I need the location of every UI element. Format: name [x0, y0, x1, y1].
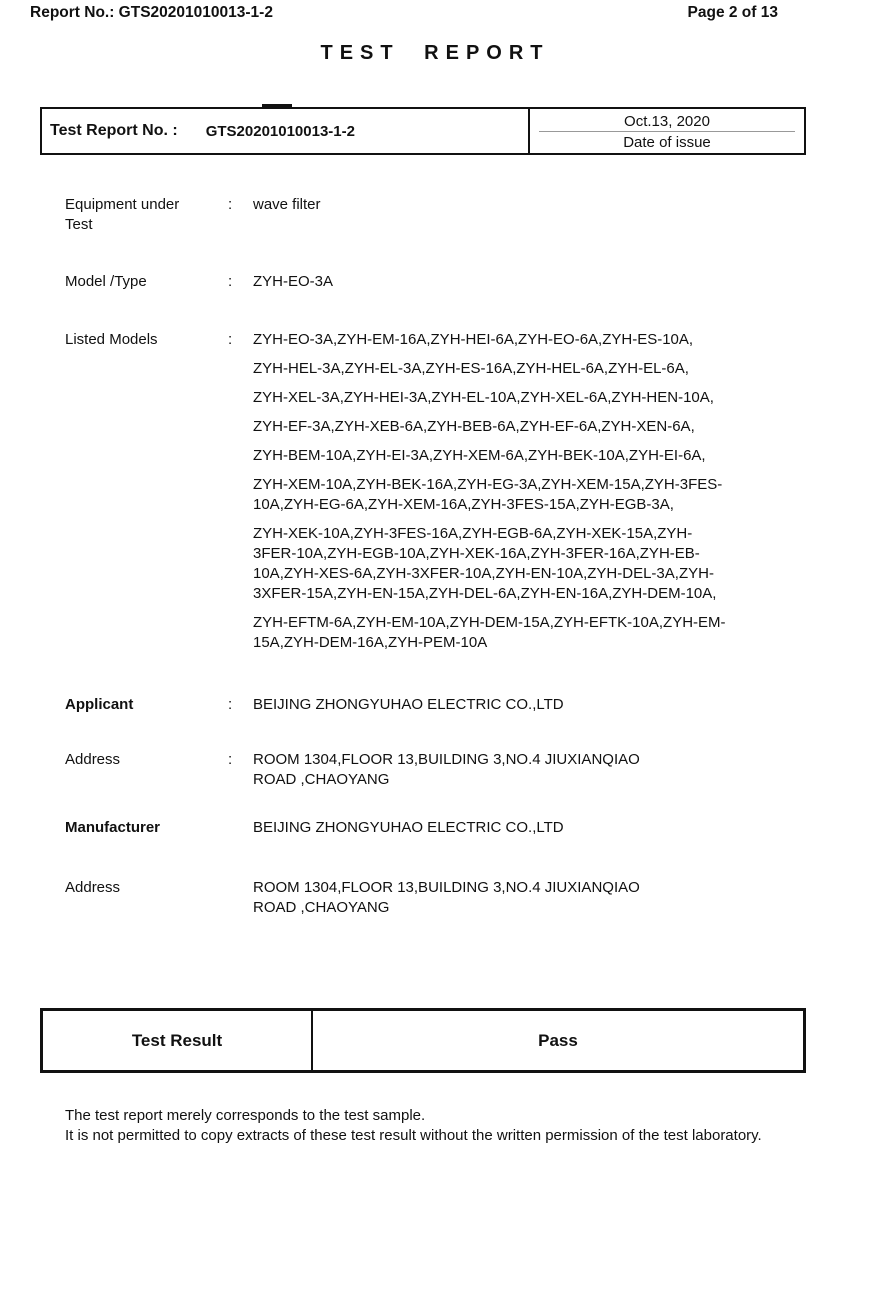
field-manufacturer — [65, 818, 832, 838]
model-line: 3FER-10A,ZYH-EGB-10A,ZYH-XEK-16A,ZYH-3FER-16A,ZYH-EB- — [253, 545, 700, 562]
field-colon: : — [228, 696, 233, 713]
footer-note — [65, 1106, 830, 1146]
field-applicant — [65, 695, 832, 715]
model-line: ZYH-XEK-10A,ZYH-3FES-16A,ZYH-EGB-6A,ZYH-XEK-15A,ZYH- — [253, 525, 693, 542]
address-line: ROOM 1304,FLOOR 13,BUILDING 3,NO.4 JIUXIANQIAO — [253, 751, 640, 768]
address-line: ROAD ,CHAOYANG — [253, 899, 390, 916]
report-number-label: Test Report No. : — [50, 122, 178, 139]
field-colon: : — [228, 273, 233, 290]
listed-models-list — [253, 330, 832, 653]
address-value — [253, 878, 832, 918]
field-manufacturer-address — [65, 878, 832, 918]
model-line: ZYH-XEL-3A,ZYH-HEI-3A,ZYH-EL-10A,ZYH-XEL-6A,ZYH-HEN-10A, — [253, 389, 714, 406]
report-number-table — [40, 107, 806, 155]
field-applicant-address — [65, 750, 832, 790]
field-colon — [228, 878, 253, 918]
field-value: BEIJING ZHONGYUHAO ELECTRIC CO.,LTD — [253, 819, 564, 836]
field-listed-models — [65, 330, 832, 653]
model-line: 10A,ZYH-EG-6A,ZYH-XEM-16A,ZYH-3FES-15A,ZYH-EGB-3A, — [253, 496, 674, 513]
model-line: 10A,ZYH-XES-6A,ZYH-3XFER-10A,ZYH-EN-10A,ZYH-DEL-3A,ZYH- — [253, 565, 714, 582]
address-line: ROOM 1304,FLOOR 13,BUILDING 3,NO.4 JIUXIANQIAO — [253, 879, 640, 896]
model-line: 3XFER-15A,ZYH-EN-15A,ZYH-DEL-6A,ZYH-EN-16A,ZYH-DEM-10A, — [253, 585, 717, 602]
model-line: ZYH-HEL-3A,ZYH-EL-3A,ZYH-ES-16A,ZYH-HEL-6A,ZYH-EL-6A, — [253, 360, 689, 377]
page-number: Page 2 of 13 — [687, 4, 778, 21]
field-colon: : — [228, 751, 233, 768]
model-line: 15A,ZYH-DEM-16A,ZYH-PEM-10A — [253, 634, 488, 651]
footer-line-1: The test report merely corresponds to the test sample. — [65, 1107, 426, 1124]
model-line: ZYH-EFTM-6A,ZYH-EM-10A,ZYH-DEM-15A,ZYH-EFTK-10A,ZYH-EM- — [253, 614, 726, 631]
field-label: Applicant — [65, 696, 134, 713]
field-value: ZYH-EO-3A — [253, 273, 334, 290]
report-number-value: GTS20201010013-1-2 — [205, 122, 355, 140]
field-model-type — [65, 272, 832, 292]
model-line: ZYH-EO-3A,ZYH-EM-16A,ZYH-HEI-6A,ZYH-EO-6A,ZYH-ES-10A, — [253, 331, 694, 348]
field-value: wave filter — [253, 196, 321, 213]
address-line: ROAD ,CHAOYANG — [253, 771, 390, 788]
issue-date-value: Oct.13, 2020 — [624, 112, 710, 130]
date-of-issue-cell — [530, 109, 804, 153]
field-colon: : — [228, 196, 233, 213]
field-label: Equipment under Test — [65, 196, 180, 233]
test-result-table — [40, 1008, 806, 1073]
field-label: Manufacturer — [65, 819, 161, 836]
report-number-cell — [42, 109, 530, 153]
field-label: Listed Models — [65, 331, 158, 348]
test-result-value: Pass — [538, 1030, 578, 1050]
field-colon: : — [228, 331, 233, 348]
page-title: TEST REPORT — [320, 42, 550, 64]
field-label: Model /Type — [65, 273, 147, 290]
field-label: Address — [65, 751, 121, 768]
address-value — [253, 750, 832, 790]
field-label: Address — [65, 879, 121, 896]
field-colon — [228, 818, 253, 838]
model-line: ZYH-EF-3A,ZYH-XEB-6A,ZYH-BEB-6A,ZYH-EF-6A,ZYH-XEN-6A, — [253, 418, 695, 435]
test-result-label: Test Result — [43, 1011, 313, 1070]
report-number-header: Report No.: GTS20201010013-1-2 — [30, 4, 273, 21]
footer-line-2: It is not permitted to copy extracts of these test result without the written permission of the test laboratory. — [65, 1127, 762, 1144]
model-line: ZYH-BEM-10A,ZYH-EI-3A,ZYH-XEM-6A,ZYH-BEK-10A,ZYH-EI-6A, — [253, 447, 706, 464]
field-equipment-under-test — [65, 195, 832, 235]
field-value: BEIJING ZHONGYUHAO ELECTRIC CO.,LTD — [253, 696, 564, 713]
running-header — [30, 4, 870, 22]
issue-date-caption: Date of issue — [623, 133, 711, 151]
model-line: ZYH-XEM-10A,ZYH-BEK-16A,ZYH-EG-3A,ZYH-XEM-15A,ZYH-3FES- — [253, 476, 723, 493]
